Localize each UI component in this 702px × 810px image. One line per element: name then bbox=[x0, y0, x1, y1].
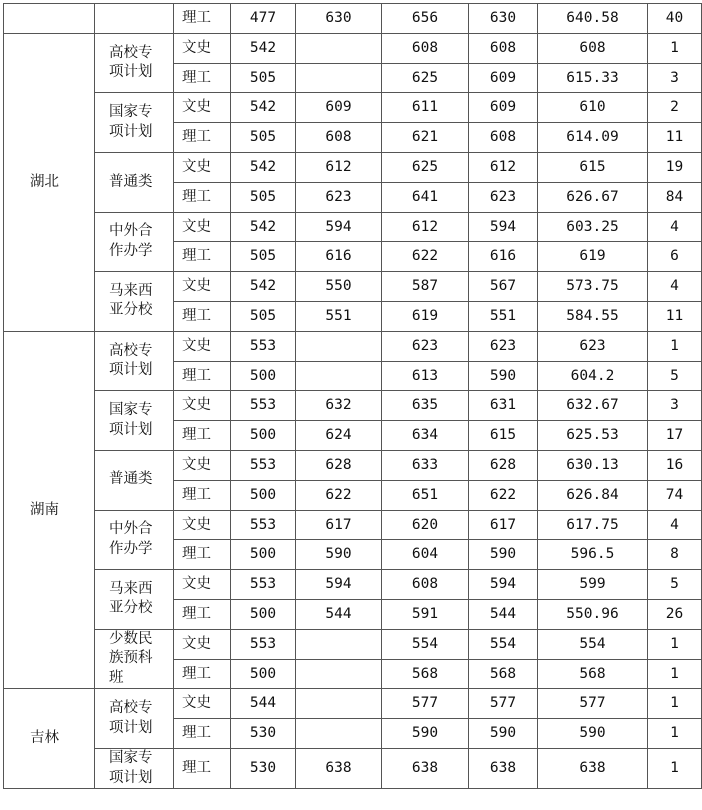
score-cell-c3: 568 bbox=[382, 659, 469, 689]
score-cell-c4: 567 bbox=[469, 272, 538, 302]
score-cell-c3: 651 bbox=[382, 480, 469, 510]
score-cell-c2 bbox=[296, 659, 382, 689]
category-line: 班 bbox=[109, 669, 124, 686]
score-cell-c6: 3 bbox=[648, 63, 702, 93]
score-cell-c1: 542 bbox=[231, 152, 296, 182]
score-cell-c2: 594 bbox=[296, 212, 382, 242]
score-cell-c4: 608 bbox=[469, 123, 538, 153]
category-line: 项计划 bbox=[109, 769, 153, 786]
score-cell-c1: 530 bbox=[231, 749, 296, 789]
score-cell-c4: 631 bbox=[469, 391, 538, 421]
score-cell-c5: 640.58 bbox=[538, 4, 648, 34]
score-cell-c6: 1 bbox=[648, 33, 702, 63]
category-cell bbox=[95, 33, 174, 93]
category-line: 少数民 bbox=[109, 630, 153, 647]
score-cell-c2: 623 bbox=[296, 182, 382, 212]
track-cell: 理工 bbox=[174, 361, 231, 391]
score-cell-c1: 553 bbox=[231, 570, 296, 600]
category-line: 亚分校 bbox=[109, 600, 153, 617]
score-cell-c2: 616 bbox=[296, 242, 382, 272]
category-line: 马来西 bbox=[109, 282, 153, 299]
score-cell-c1: 500 bbox=[231, 361, 296, 391]
score-cell-c4: 628 bbox=[469, 450, 538, 480]
category-line: 作办学 bbox=[109, 242, 153, 259]
score-cell-c1: 477 bbox=[231, 4, 296, 34]
category-cell bbox=[95, 4, 174, 34]
track-cell: 理工 bbox=[174, 659, 231, 689]
score-cell-c3: 590 bbox=[382, 719, 469, 749]
score-cell-c1: 553 bbox=[231, 391, 296, 421]
track-cell: 理工 bbox=[174, 301, 231, 331]
score-cell-c6: 1 bbox=[648, 659, 702, 689]
score-cell-c1: 530 bbox=[231, 719, 296, 749]
score-cell-c2: 624 bbox=[296, 421, 382, 451]
score-cell-c3: 625 bbox=[382, 152, 469, 182]
score-cell-c2: 550 bbox=[296, 272, 382, 302]
score-cell-c6: 4 bbox=[648, 272, 702, 302]
score-cell-c2: 608 bbox=[296, 123, 382, 153]
score-cell-c2 bbox=[296, 719, 382, 749]
score-cell-c3: 641 bbox=[382, 182, 469, 212]
score-cell-c2 bbox=[296, 361, 382, 391]
track-cell: 文史 bbox=[174, 570, 231, 600]
score-cell-c3: 587 bbox=[382, 272, 469, 302]
score-cell-c5: 623 bbox=[538, 331, 648, 361]
score-cell-c2: 632 bbox=[296, 391, 382, 421]
score-cell-c2: 612 bbox=[296, 152, 382, 182]
score-cell-c5: 617.75 bbox=[538, 510, 648, 540]
score-cell-c4: 617 bbox=[469, 510, 538, 540]
category-line: 亚分校 bbox=[109, 302, 153, 319]
score-cell-c6: 4 bbox=[648, 212, 702, 242]
table-row bbox=[4, 331, 702, 361]
category-cell: 普通类 bbox=[95, 152, 174, 212]
table-row bbox=[4, 570, 702, 600]
score-cell-c3: 613 bbox=[382, 361, 469, 391]
score-cell-c4: 554 bbox=[469, 629, 538, 659]
category-line: 国家专 bbox=[109, 750, 153, 767]
score-cell-c5: 614.09 bbox=[538, 123, 648, 153]
score-cell-c5: 630.13 bbox=[538, 450, 648, 480]
score-cell-c5: 584.55 bbox=[538, 301, 648, 331]
score-cell-c6: 11 bbox=[648, 301, 702, 331]
score-cell-c6: 1 bbox=[648, 331, 702, 361]
admission-scores-table bbox=[3, 3, 702, 789]
category-line: 族预科 bbox=[109, 650, 153, 667]
score-cell-c5: 577 bbox=[538, 689, 648, 719]
category-line: 中外合 bbox=[109, 223, 153, 240]
track-cell: 理工 bbox=[174, 749, 231, 789]
province-cell: 湖南 bbox=[4, 331, 95, 689]
score-cell-c3: 577 bbox=[382, 689, 469, 719]
table-row bbox=[4, 4, 702, 34]
table-row bbox=[4, 93, 702, 123]
score-cell-c6: 1 bbox=[648, 749, 702, 789]
score-cell-c3: 608 bbox=[382, 570, 469, 600]
track-cell: 理工 bbox=[174, 63, 231, 93]
track-cell: 文史 bbox=[174, 212, 231, 242]
score-cell-c6: 40 bbox=[648, 4, 702, 34]
category-cell bbox=[95, 391, 174, 451]
score-cell-c6: 2 bbox=[648, 93, 702, 123]
score-cell-c2 bbox=[296, 63, 382, 93]
score-cell-c2: 594 bbox=[296, 570, 382, 600]
category-line: 中外合 bbox=[109, 521, 153, 538]
score-cell-c1: 500 bbox=[231, 540, 296, 570]
score-cell-c1: 505 bbox=[231, 242, 296, 272]
track-cell: 理工 bbox=[174, 599, 231, 629]
score-cell-c3: 634 bbox=[382, 421, 469, 451]
score-cell-c3: 619 bbox=[382, 301, 469, 331]
score-cell-c2: 609 bbox=[296, 93, 382, 123]
score-cell-c3: 625 bbox=[382, 63, 469, 93]
table-row bbox=[4, 212, 702, 242]
score-cell-c4: 609 bbox=[469, 93, 538, 123]
category-cell bbox=[95, 212, 174, 272]
score-cell-c5: 573.75 bbox=[538, 272, 648, 302]
track-cell: 文史 bbox=[174, 391, 231, 421]
score-cell-c2: 622 bbox=[296, 480, 382, 510]
score-cell-c5: 638 bbox=[538, 749, 648, 789]
table-row bbox=[4, 152, 702, 182]
score-cell-c1: 542 bbox=[231, 212, 296, 242]
score-cell-c6: 16 bbox=[648, 450, 702, 480]
track-cell: 文史 bbox=[174, 450, 231, 480]
category-cell bbox=[95, 510, 174, 570]
score-cell-c4: 551 bbox=[469, 301, 538, 331]
score-cell-c1: 542 bbox=[231, 93, 296, 123]
score-cell-c5: 599 bbox=[538, 570, 648, 600]
score-cell-c2: 590 bbox=[296, 540, 382, 570]
category-cell bbox=[95, 272, 174, 332]
score-cell-c6: 19 bbox=[648, 152, 702, 182]
category-line: 项计划 bbox=[109, 123, 153, 140]
category-line: 高校专 bbox=[109, 44, 153, 61]
track-cell: 文史 bbox=[174, 629, 231, 659]
score-cell-c4: 630 bbox=[469, 4, 538, 34]
score-cell-c1: 505 bbox=[231, 182, 296, 212]
score-cell-c2: 628 bbox=[296, 450, 382, 480]
score-cell-c6: 1 bbox=[648, 629, 702, 659]
score-cell-c6: 1 bbox=[648, 719, 702, 749]
category-cell bbox=[95, 331, 174, 391]
track-cell: 文史 bbox=[174, 331, 231, 361]
score-cell-c5: 625.53 bbox=[538, 421, 648, 451]
province-cell: 湖北 bbox=[4, 33, 95, 331]
score-cell-c2 bbox=[296, 689, 382, 719]
score-cell-c1: 544 bbox=[231, 689, 296, 719]
category-line: 国家专 bbox=[109, 402, 153, 419]
table-body bbox=[4, 4, 702, 789]
score-cell-c5: 550.96 bbox=[538, 599, 648, 629]
score-cell-c2 bbox=[296, 629, 382, 659]
table-row bbox=[4, 510, 702, 540]
score-cell-c3: 608 bbox=[382, 33, 469, 63]
score-cell-c3: 611 bbox=[382, 93, 469, 123]
category-cell: 普通类 bbox=[95, 450, 174, 510]
score-cell-c2: 617 bbox=[296, 510, 382, 540]
score-cell-c1: 542 bbox=[231, 33, 296, 63]
track-cell: 理工 bbox=[174, 540, 231, 570]
score-cell-c1: 500 bbox=[231, 599, 296, 629]
score-cell-c3: 656 bbox=[382, 4, 469, 34]
track-cell: 文史 bbox=[174, 152, 231, 182]
score-cell-c3: 635 bbox=[382, 391, 469, 421]
score-cell-c1: 505 bbox=[231, 63, 296, 93]
category-cell bbox=[95, 749, 174, 789]
score-cell-c5: 626.67 bbox=[538, 182, 648, 212]
track-cell: 理工 bbox=[174, 123, 231, 153]
score-cell-c3: 612 bbox=[382, 212, 469, 242]
score-cell-c6: 11 bbox=[648, 123, 702, 153]
track-cell: 理工 bbox=[174, 182, 231, 212]
score-cell-c4: 622 bbox=[469, 480, 538, 510]
score-cell-c6: 17 bbox=[648, 421, 702, 451]
score-cell-c6: 84 bbox=[648, 182, 702, 212]
score-cell-c5: 610 bbox=[538, 93, 648, 123]
score-cell-c4: 615 bbox=[469, 421, 538, 451]
score-cell-c5: 626.84 bbox=[538, 480, 648, 510]
score-cell-c1: 505 bbox=[231, 301, 296, 331]
score-cell-c5: 554 bbox=[538, 629, 648, 659]
score-cell-c2: 544 bbox=[296, 599, 382, 629]
table-row bbox=[4, 272, 702, 302]
score-cell-c6: 6 bbox=[648, 242, 702, 272]
score-cell-c6: 1 bbox=[648, 689, 702, 719]
score-cell-c5: 619 bbox=[538, 242, 648, 272]
category-cell bbox=[95, 629, 174, 689]
category-line: 项计划 bbox=[109, 362, 153, 379]
score-cell-c6: 3 bbox=[648, 391, 702, 421]
table-row bbox=[4, 689, 702, 719]
score-cell-c6: 26 bbox=[648, 599, 702, 629]
score-cell-c4: 609 bbox=[469, 63, 538, 93]
track-cell: 文史 bbox=[174, 33, 231, 63]
score-cell-c3: 621 bbox=[382, 123, 469, 153]
category-line: 国家专 bbox=[109, 104, 153, 121]
score-cell-c1: 553 bbox=[231, 450, 296, 480]
track-cell: 文史 bbox=[174, 510, 231, 540]
score-cell-c1: 500 bbox=[231, 480, 296, 510]
track-cell: 理工 bbox=[174, 421, 231, 451]
score-cell-c4: 638 bbox=[469, 749, 538, 789]
province-cell bbox=[4, 4, 95, 34]
score-cell-c4: 577 bbox=[469, 689, 538, 719]
score-cell-c4: 623 bbox=[469, 182, 538, 212]
score-cell-c3: 620 bbox=[382, 510, 469, 540]
category-cell bbox=[95, 570, 174, 630]
score-cell-c4: 594 bbox=[469, 570, 538, 600]
table-row bbox=[4, 391, 702, 421]
score-cell-c5: 632.67 bbox=[538, 391, 648, 421]
table-row bbox=[4, 629, 702, 659]
track-cell: 文史 bbox=[174, 93, 231, 123]
score-cell-c4: 594 bbox=[469, 212, 538, 242]
category-line: 马来西 bbox=[109, 580, 153, 597]
table-row bbox=[4, 33, 702, 63]
category-line: 高校专 bbox=[109, 342, 153, 359]
category-cell bbox=[95, 93, 174, 153]
category-line: 项计划 bbox=[109, 421, 153, 438]
category-line: 项计划 bbox=[109, 64, 153, 81]
score-cell-c2: 638 bbox=[296, 749, 382, 789]
score-cell-c5: 615.33 bbox=[538, 63, 648, 93]
category-line: 项计划 bbox=[109, 719, 153, 736]
score-cell-c3: 604 bbox=[382, 540, 469, 570]
score-cell-c5: 604.2 bbox=[538, 361, 648, 391]
score-cell-c6: 74 bbox=[648, 480, 702, 510]
score-cell-c4: 623 bbox=[469, 331, 538, 361]
score-cell-c4: 612 bbox=[469, 152, 538, 182]
category-cell bbox=[95, 689, 174, 749]
score-cell-c2: 551 bbox=[296, 301, 382, 331]
score-cell-c2 bbox=[296, 33, 382, 63]
score-cell-c3: 591 bbox=[382, 599, 469, 629]
score-cell-c3: 633 bbox=[382, 450, 469, 480]
score-cell-c1: 553 bbox=[231, 629, 296, 659]
province-cell: 吉林 bbox=[4, 689, 95, 789]
score-cell-c4: 590 bbox=[469, 540, 538, 570]
score-cell-c4: 616 bbox=[469, 242, 538, 272]
score-cell-c5: 596.5 bbox=[538, 540, 648, 570]
score-cell-c4: 590 bbox=[469, 719, 538, 749]
score-cell-c5: 615 bbox=[538, 152, 648, 182]
score-cell-c6: 5 bbox=[648, 361, 702, 391]
score-cell-c4: 544 bbox=[469, 599, 538, 629]
track-cell: 理工 bbox=[174, 242, 231, 272]
track-cell: 理工 bbox=[174, 480, 231, 510]
score-cell-c2: 630 bbox=[296, 4, 382, 34]
score-cell-c1: 553 bbox=[231, 510, 296, 540]
score-cell-c4: 568 bbox=[469, 659, 538, 689]
score-cell-c4: 590 bbox=[469, 361, 538, 391]
score-cell-c6: 5 bbox=[648, 570, 702, 600]
track-cell: 理工 bbox=[174, 719, 231, 749]
table-row bbox=[4, 749, 702, 789]
score-cell-c6: 8 bbox=[648, 540, 702, 570]
table-row bbox=[4, 450, 702, 480]
score-cell-c3: 623 bbox=[382, 331, 469, 361]
score-cell-c5: 590 bbox=[538, 719, 648, 749]
score-cell-c3: 638 bbox=[382, 749, 469, 789]
score-cell-c1: 500 bbox=[231, 421, 296, 451]
category-line: 作办学 bbox=[109, 540, 153, 557]
score-cell-c3: 622 bbox=[382, 242, 469, 272]
score-cell-c2 bbox=[296, 331, 382, 361]
score-cell-c1: 553 bbox=[231, 331, 296, 361]
score-cell-c4: 608 bbox=[469, 33, 538, 63]
score-cell-c3: 554 bbox=[382, 629, 469, 659]
score-cell-c6: 4 bbox=[648, 510, 702, 540]
score-cell-c1: 542 bbox=[231, 272, 296, 302]
track-cell: 理工 bbox=[174, 4, 231, 34]
score-cell-c5: 568 bbox=[538, 659, 648, 689]
score-cell-c1: 505 bbox=[231, 123, 296, 153]
score-cell-c5: 603.25 bbox=[538, 212, 648, 242]
score-cell-c5: 608 bbox=[538, 33, 648, 63]
track-cell: 文史 bbox=[174, 272, 231, 302]
score-cell-c1: 500 bbox=[231, 659, 296, 689]
category-line: 高校专 bbox=[109, 700, 153, 717]
track-cell: 文史 bbox=[174, 689, 231, 719]
